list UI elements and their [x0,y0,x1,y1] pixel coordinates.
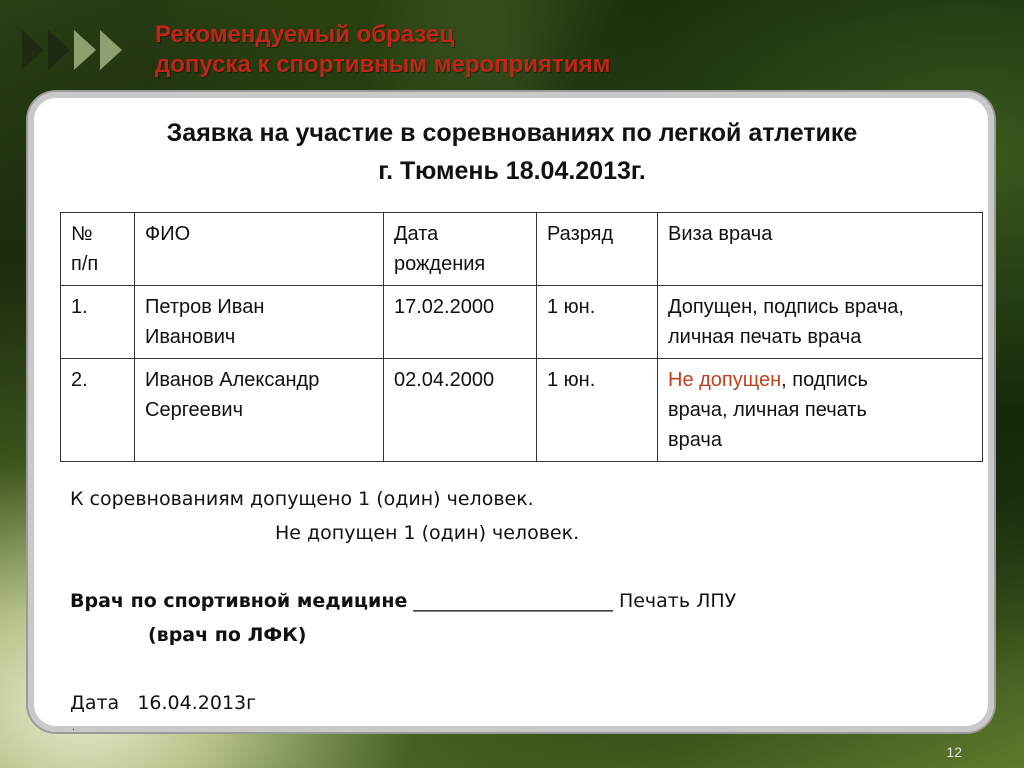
document-title [0,114,1024,190]
table-row [61,359,983,462]
column-header-rank [537,213,658,286]
cell-visa [658,286,983,359]
date-line [70,686,970,720]
visa-details: , подпись врача, личная печать врача [668,369,868,451]
column-header-dob [384,213,537,286]
signature-blank: _____________________ [413,590,613,612]
date-value: 16.04.2013г [137,692,257,714]
column-header-label: № п/п [71,223,99,275]
cell-number: 2. [61,359,135,462]
cell-name: Иванов Александр Сергеевич [135,359,384,462]
doctor-sub-label: (врач по ЛФК) [148,624,307,646]
document-title-line1: Заявка на участие в соревнованиях по легкой атлетике [166,119,858,147]
slide-header-line2: допуска к спортивным мероприятиям [155,51,611,78]
slide-number: 12 [946,744,962,760]
column-header-number [61,213,135,286]
visa-status: Допущен [668,296,753,318]
column-header-label: ФИО [145,223,191,245]
nav-arrows [22,30,122,70]
document-title-line2: г. Тюмень 18.04.2013г. [378,157,646,185]
summary-block [70,482,970,720]
doctor-label: Врач по спортивной медицине [70,590,408,612]
cell-name: Петров Иван Иванович [135,286,384,359]
signature-line [70,584,970,618]
admitted-text: К соревнованиям допущено 1 (один) человек. [70,488,534,510]
arrow-icon [74,30,96,70]
cell-dob: 02.04.2000 [384,359,537,462]
visa-status-rejected: Не допущен [668,369,782,391]
cell-number: 1. [61,286,135,359]
column-header-label: Виза врача [668,223,773,245]
visa-details: , подпись врача, личная печать врача [668,296,904,348]
column-header-name [135,213,384,286]
cell-visa [658,359,983,462]
stray-dot: . [72,722,75,733]
cell-rank: 1 юн. [537,286,658,359]
column-header-label: Дата рождения [394,223,486,275]
column-header-label: Разряд [547,223,614,245]
not-admitted-text: Не допущен 1 (один) человек. [275,522,580,544]
arrow-icon [100,30,122,70]
table-header-row [61,213,983,286]
cell-dob: 17.02.2000 [384,286,537,359]
entries-table [60,212,983,462]
slide-header [155,20,610,80]
date-label: Дата [70,692,120,714]
stamp-label: Печать ЛПУ [618,590,737,612]
cell-rank: 1 юн. [537,359,658,462]
table-row [61,286,983,359]
column-header-visa [658,213,983,286]
arrow-icon [22,30,44,70]
slide-header-line1: Рекомендуемый образец [155,21,455,48]
arrow-icon [48,30,70,70]
